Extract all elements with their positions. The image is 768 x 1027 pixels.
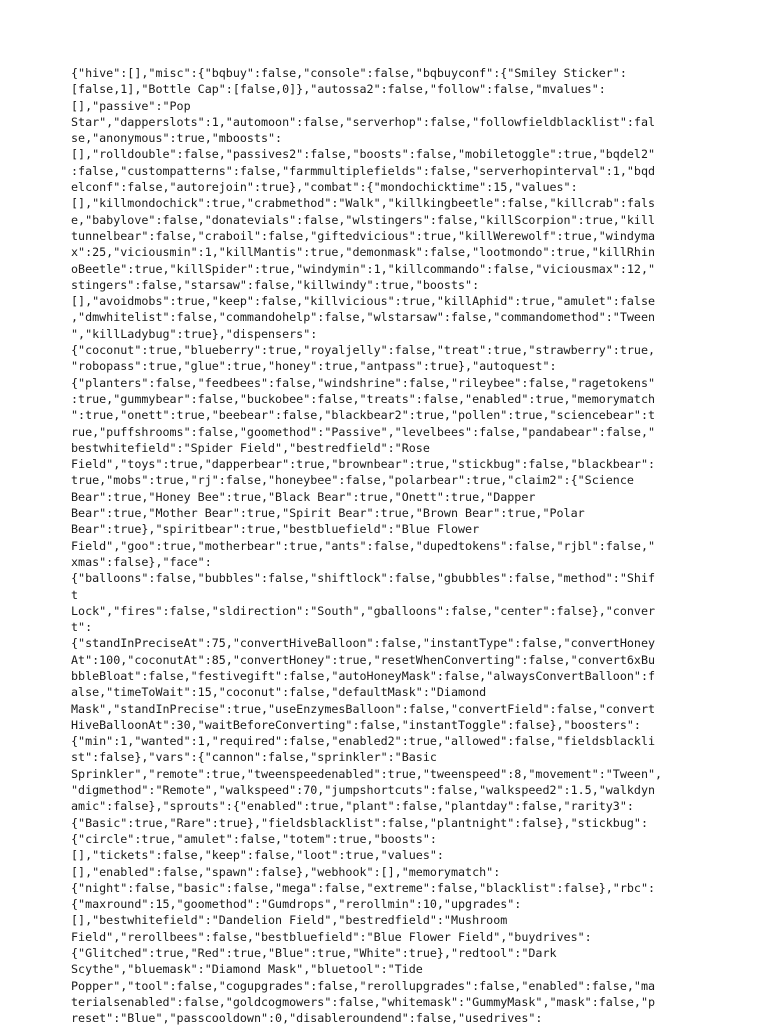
text-line: {"coconut":true,"blueberry":true,"royaljelly":false,"treat":true,"strawberry":true, bbox=[71, 343, 656, 358]
text-line: {"hive":[],"misc":{"bqbuy":false,"console":false,"bqbuyconf":{"Smiley Sticker": bbox=[71, 66, 627, 80]
text-line: Mask","standInPrecise":true,"useEnzymesBalloon":false,"convertField":false,"convert bbox=[71, 701, 656, 716]
text-line: Popper","tool":false,"cogupgrades":false,"rerollupgrades":false,"enabled":false,"ma bbox=[71, 978, 656, 993]
text-line: [false,1],"Bottle Cap":[false,0]},"autossa2":false,"follow":false,"mvalues": bbox=[71, 82, 606, 97]
text-line: t": bbox=[71, 620, 93, 635]
text-line: [],"passive":"Pop bbox=[71, 98, 191, 113]
text-line: terialsenabled":false,"goldcogmowers":false,"whitemask":"GummyMask","mask":false,"p bbox=[71, 994, 656, 1009]
text-line: {"min":1,"wanted":1,"required":false,"enabled2":true,"allowed":false,"fieldsblackli bbox=[71, 734, 656, 749]
text-line: {"balloons":false,"bubbles":false,"shiftlock":false,"gbubbles":false,"method":"Shif bbox=[71, 571, 656, 586]
text-line: st":false},"vars":{"cannon":false,"sprinkler":"Basic bbox=[71, 750, 437, 765]
text-line: [],"killmondochick":true,"crabmethod":"Walk","killkingbeetle":false,"killcrab":fals bbox=[71, 196, 656, 211]
text-line: Sprinkler","remote":true,"tweenspeedenabled":true,"tweenspeed":8,"movement":"Tween", bbox=[71, 766, 663, 781]
text-line: elconf":false,"autorejoin":true},"combat":{"mondochicktime":15,"values": bbox=[71, 180, 578, 195]
text-line: Lock","fires":false,"sldirection":"South","gballoons":false,"center":false},"conver bbox=[71, 603, 656, 618]
text-line: x":25,"viciousmin":1,"killMantis":true,"demonmask":false,"lootmondo":true,"killRhin bbox=[71, 245, 656, 260]
text-line: "robopass":true,"glue":true,"honey":true,"antpass":true},"autoquest": bbox=[71, 359, 557, 374]
text-line: "digmethod":"Remote","walkspeed":70,"jumpshortcuts":false,"walkspeed2":1.5,"walkdyn bbox=[71, 783, 656, 798]
text-line: ":true,"onett":true,"beebear":false,"blackbear2":true,"pollen":true,"sciencebear":t bbox=[71, 408, 656, 423]
text-line: At":100,"coconutAt":85,"convertHoney":true,"resetWhenConverting":false,"convert6xBu bbox=[71, 652, 656, 667]
text-line: rue,"puffshrooms":false,"goomethod":"Passive","levelbees":false,"pandabear":false," bbox=[71, 424, 656, 439]
text-line: amic":false},"sprouts":{"enabled":true,"plant":false,"plantday":false,"rarity3": bbox=[71, 799, 634, 814]
text-line: bbleBloat":false,"festivegift":false,"autoHoneyMask":false,"alwaysConvertBalloon":f bbox=[71, 668, 656, 683]
text-line: stingers":false,"starsaw":false,"killwindy":true,"boosts": bbox=[71, 277, 480, 292]
text-line: Field","rerollbees":false,"bestbluefield":"Blue Flower Field","buydrives": bbox=[71, 929, 592, 944]
text-line: :true,"gummybear":false,"buckobee":false,"treats":false,"enabled":true,"memorymatch bbox=[71, 391, 656, 406]
text-line: {"circle":true,"amulet":false,"totem":true,"boosts": bbox=[71, 831, 437, 846]
text-line: se,"anonymous":true,"mboosts": bbox=[71, 131, 283, 146]
text-line: true,"mobs":true,"rj":false,"honeybee":false,"polarbear":true,"claim2":{"Science bbox=[71, 473, 634, 488]
text-line: Bear":true,"Mother Bear":true,"Spirit Bear":true,"Brown Bear":true,"Polar bbox=[71, 506, 585, 521]
config-text-document bbox=[71, 65, 697, 1027]
text-line: reset":"Blue","passcooldown":0,"disableroundend":false,"usedrives": bbox=[71, 1011, 543, 1026]
text-line: Bear":true},"spiritbear":true,"bestbluefield":"Blue Flower bbox=[71, 522, 480, 537]
text-line: {"Basic":true,"Rare":true},"fieldsblacklist":false,"plantnight":false},"stickbug": bbox=[71, 815, 648, 830]
text-line: [],"bestwhitefield":"Dandelion Field","bestredfield":"Mushroom bbox=[71, 913, 508, 928]
text-line: Field","goo":true,"motherbear":true,"ants":false,"dupedtokens":false,"rjbl":false," bbox=[71, 538, 656, 553]
text-line: [],"avoidmobs":true,"keep":false,"killvicious":true,"killAphid":true,"amulet":false bbox=[71, 294, 656, 309]
text-line: t bbox=[71, 587, 79, 602]
text-line: xmas":false},"face": bbox=[71, 554, 212, 569]
text-line: {"night":false,"basic":false,"mega":false,"extreme":false,"blacklist":false},"rbc": bbox=[71, 880, 656, 895]
text-line: Scythe","bluemask":"Diamond Mask","bluetool":"Tide bbox=[71, 962, 423, 977]
text-line: bestwhitefield":"Spider Field","bestredfield":"Rose bbox=[71, 440, 430, 455]
text-line: {"Glitched":true,"Red":true,"Blue":true,"White":true},"redtool":"Dark bbox=[71, 946, 557, 961]
text-line: HiveBalloonAt":30,"waitBeforeConverting":false,"instantToggle":false},"boosters": bbox=[71, 717, 641, 732]
text-line: oBeetle":true,"killSpider":true,"windymin":1,"killcommando":false,"viciousmax":12," bbox=[71, 261, 656, 276]
text-line: {"maxround":15,"goomethod":"Gumdrops","rerollmin":10,"upgrades": bbox=[71, 897, 522, 912]
text-line: ","killLadybug":true},"dispensers": bbox=[71, 326, 318, 341]
text-line: e,"babylove":false,"donatevials":false,"wlstingers":false,"killScorpion":true,"kill bbox=[71, 212, 656, 227]
text-line: Field","toys":true,"dapperbear":true,"brownbear":true,"stickbug":false,"blackbear": bbox=[71, 457, 656, 472]
text-line: {"planters":false,"feedbees":false,"windshrine":false,"rileybee":false,"ragetokens" bbox=[71, 375, 656, 390]
text-line: [],"rolldouble":false,"passives2":false,"boosts":false,"mobiletoggle":true,"bqdel2" bbox=[71, 147, 656, 162]
text-line: tunnelbear":false,"craboil":false,"giftedvicious":true,"killWerewolf":true,"windyma bbox=[71, 228, 656, 243]
text-line: ,"dmwhitelist":false,"commandohelp":false,"wlstarsaw":false,"commandomethod":"Tween bbox=[71, 310, 656, 325]
text-line: alse,"timeToWait":15,"coconut":false,"defaultMask":"Diamond bbox=[71, 685, 487, 700]
text-line: [],"tickets":false,"keep":false,"loot":true,"values": bbox=[71, 848, 444, 863]
text-line: Bear":true,"Honey Bee":true,"Black Bear":true,"Onett":true,"Dapper bbox=[71, 489, 536, 504]
text-line: {"standInPreciseAt":75,"convertHiveBalloon":false,"instantType":false,"convertHoney bbox=[71, 636, 656, 651]
text-line: Star","dapperslots":1,"automoon":false,"serverhop":false,"followfieldblacklist":fal bbox=[71, 114, 656, 129]
text-line: :false,"custompatterns":false,"farmmultiplefields":false,"serverhopinterval":1,"bqd bbox=[71, 163, 656, 178]
text-line: [],"enabled":false,"spawn":false},"webhook":[],"memorymatch": bbox=[71, 864, 501, 879]
